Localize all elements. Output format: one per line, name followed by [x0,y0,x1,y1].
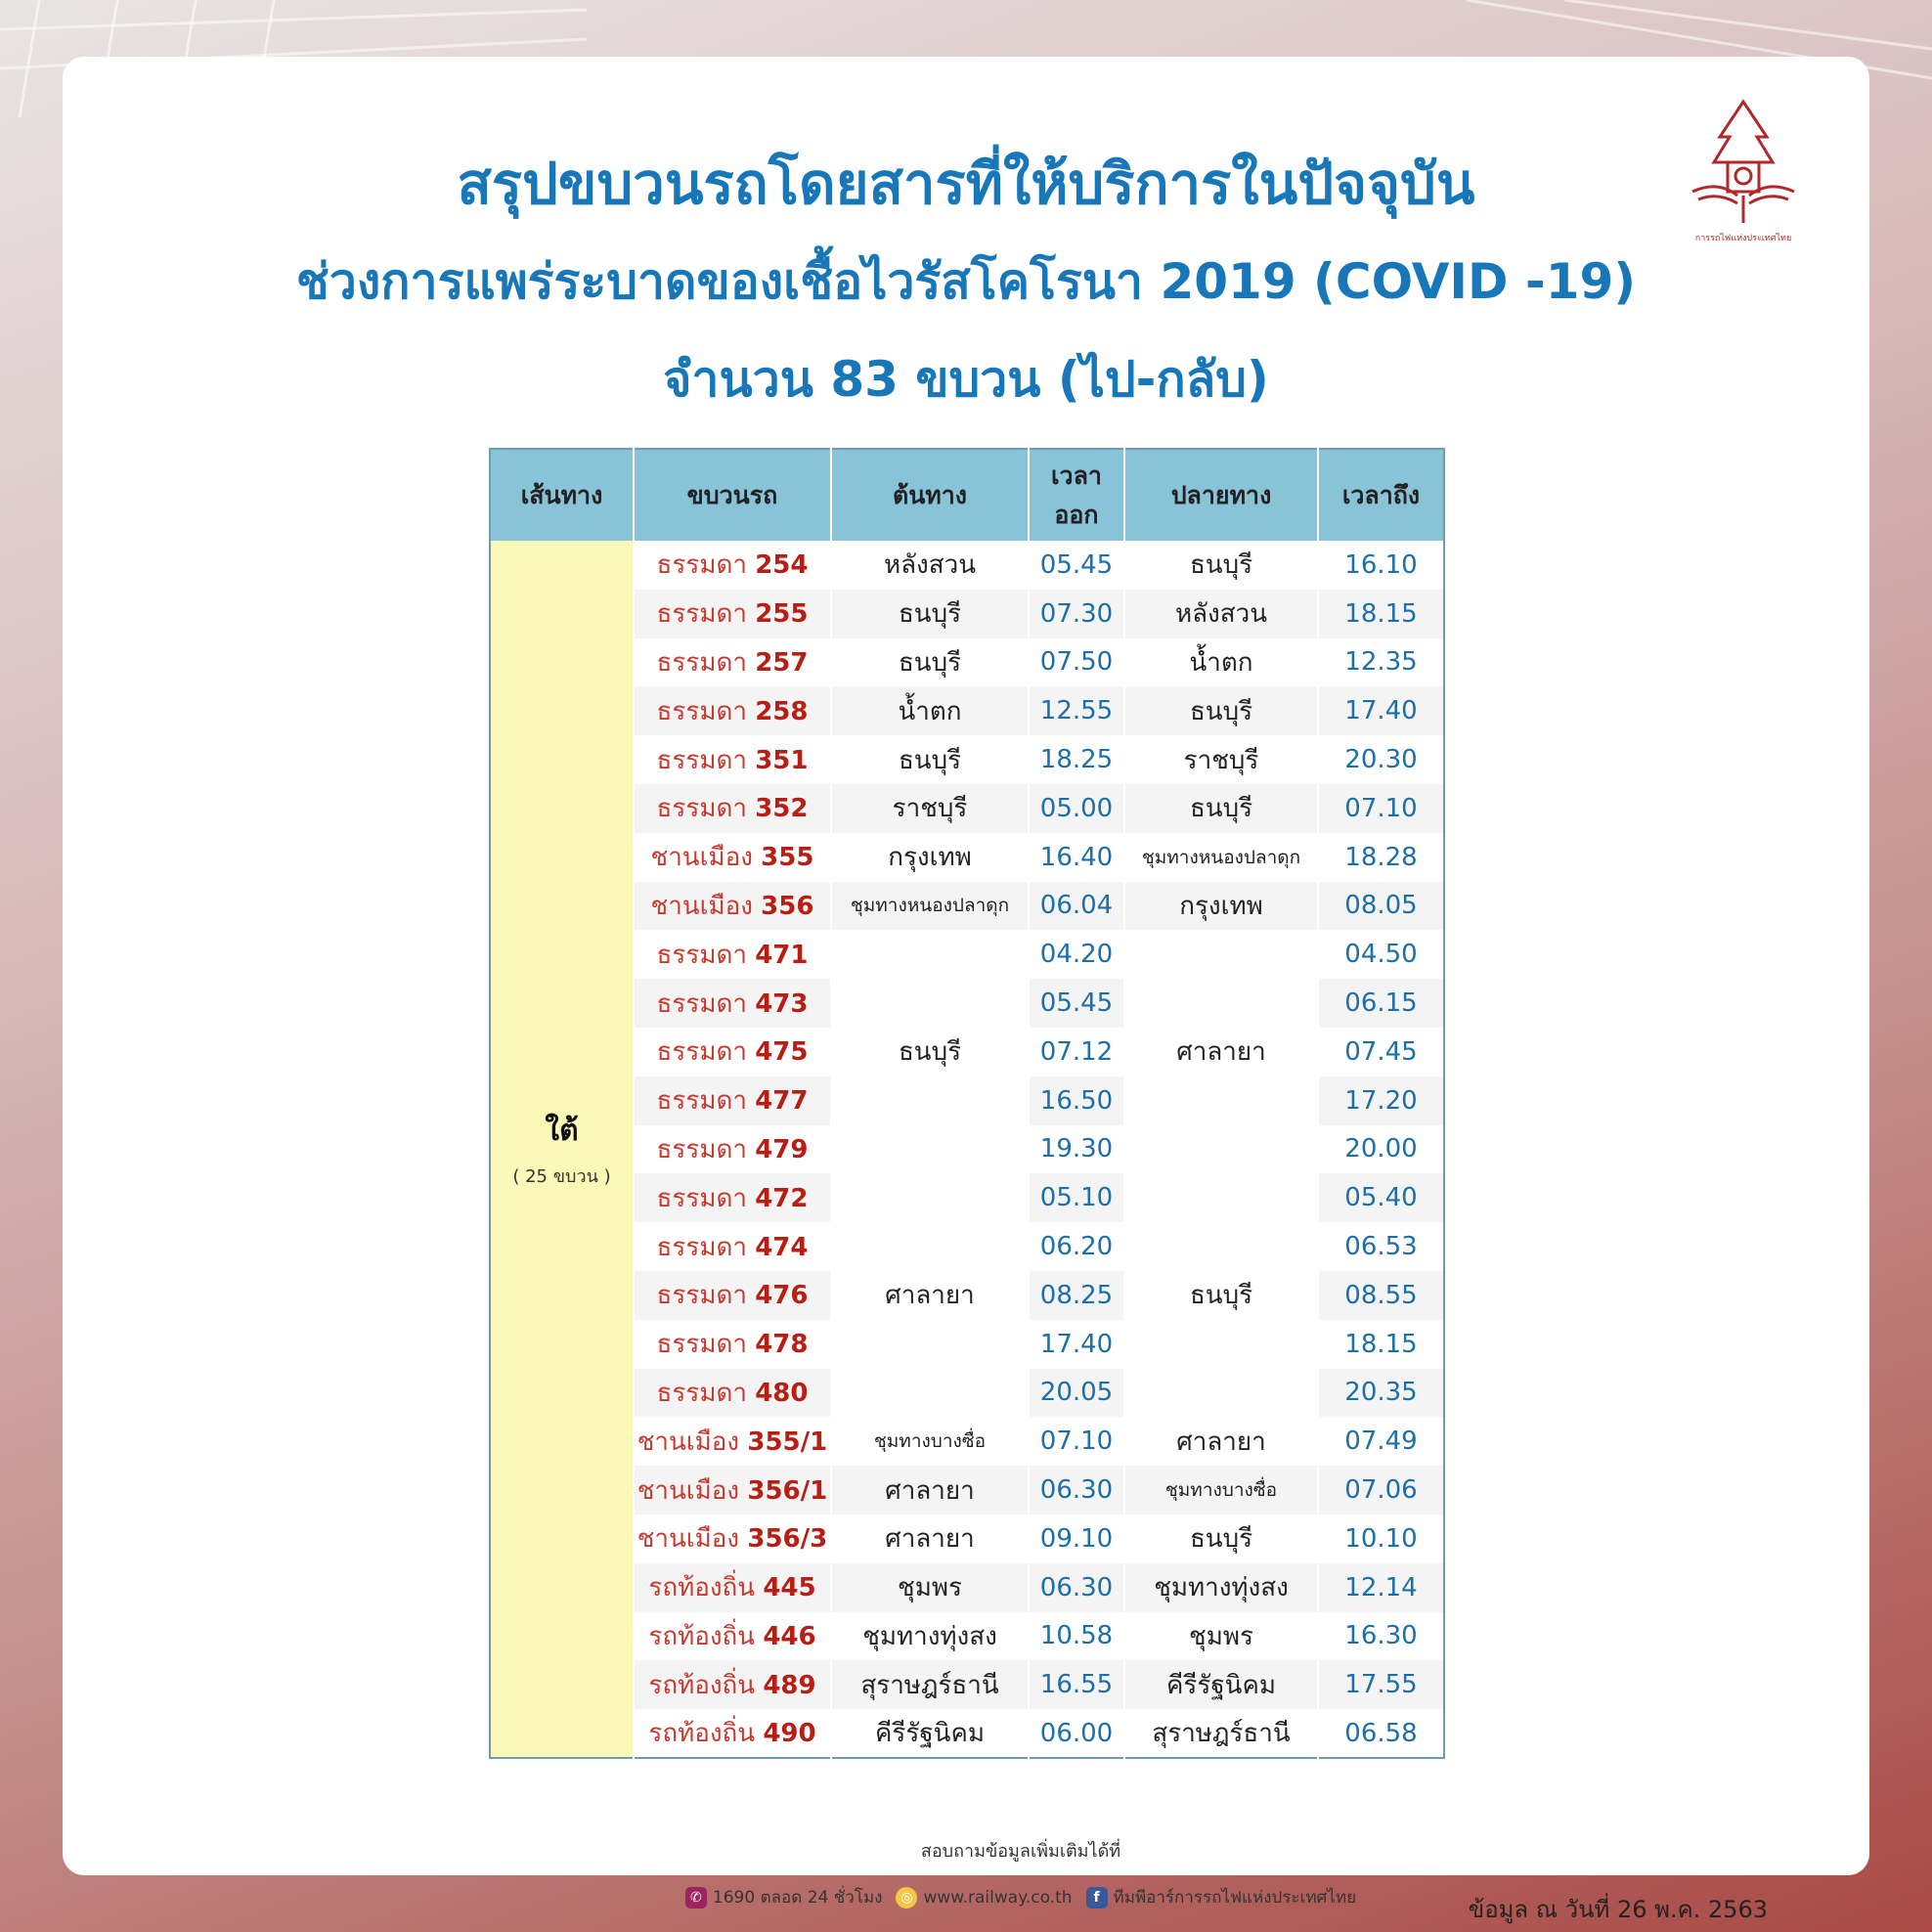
depart-time: 16.50 [1029,1076,1124,1125]
train-cell [634,1369,831,1418]
arrive-time: 20.30 [1318,735,1444,784]
srt-logo-icon [1689,98,1798,244]
train-cell [634,930,831,979]
arrive-time: 05.40 [1318,1173,1444,1222]
destination-cell: คีรีรัฐนิคม [1124,1660,1318,1709]
destination-cell: หลังสวน [1124,590,1318,638]
col-header-depart-line2: ออก [1054,500,1099,529]
train-cell [634,590,831,638]
depart-time: 07.10 [1029,1417,1124,1466]
train-number: 480 [755,1378,809,1408]
table-row [490,1612,1444,1661]
train-number: 475 [755,1037,809,1068]
arrive-time: 06.53 [1318,1222,1444,1271]
origin-cell: ธนบุรี [831,735,1029,784]
origin-cell: ศาลายา [831,1466,1029,1515]
train-cell [634,1320,831,1369]
origin-cell: ธนบุรี [831,930,1029,1173]
destination-cell: ธนบุรี [1124,686,1318,735]
train-cell [634,1515,831,1563]
train-number: 445 [763,1573,816,1603]
train-cell [634,686,831,735]
train-number: 355/1 [747,1427,828,1457]
depart-time: 05.45 [1029,979,1124,1028]
inquiry-text: สอบถามข้อมูลเพิ่มเติมได้ที่ [920,1841,1121,1862]
destination-cell: ชุมทางหนองปลาดุก [1124,833,1318,882]
website-link[interactable]: www.railway.co.th [923,1887,1073,1908]
arrive-time: 18.15 [1318,1320,1444,1369]
train-type: ธรรมดา [656,1086,747,1117]
depart-time: 07.30 [1029,590,1124,638]
train-cell [634,784,831,833]
train-type: ชานเมือง [637,1524,740,1555]
train-number: 489 [763,1670,816,1700]
train-number: 255 [755,599,809,630]
destination-cell: ชุมทางทุ่งสง [1124,1563,1318,1612]
train-number: 355 [761,843,814,873]
train-cell [634,638,831,687]
route-count: ( 25 ขบวน ) [512,1165,611,1187]
train-cell [634,979,831,1028]
depart-time: 06.04 [1029,882,1124,931]
train-cell [634,1466,831,1515]
train-number: 477 [755,1086,809,1117]
train-number: 472 [755,1183,809,1213]
table-row [490,1417,1444,1466]
destination-cell: ธนบุรี [1124,1515,1318,1563]
train-type: ธรรมดา [656,988,747,1019]
contact-footer [649,1836,1392,1910]
depart-time: 18.25 [1029,735,1124,784]
destination-cell: สุราษฎร์ธานี [1124,1709,1318,1758]
train-type: ธรรมดา [656,599,747,630]
arrive-time: 16.30 [1318,1612,1444,1661]
train-number: 356/1 [747,1475,828,1506]
depart-time: 16.55 [1029,1660,1124,1709]
train-number: 479 [755,1134,809,1164]
train-type: ธรรมดา [656,1378,747,1408]
col-header-depart-line1: เวลา [1051,461,1102,490]
destination-cell: ธนบุรี [1124,784,1318,833]
train-cell [634,735,831,784]
train-type: ชานเมือง [637,1427,740,1457]
arrive-time: 06.58 [1318,1709,1444,1758]
depart-time: 06.20 [1029,1222,1124,1271]
depart-time: 06.30 [1029,1563,1124,1612]
train-type: ธรรมดา [656,1183,747,1213]
depart-time: 05.10 [1029,1173,1124,1222]
col-header-route: เส้นทาง [490,449,634,541]
train-number: 478 [755,1330,809,1360]
table-row [490,686,1444,735]
origin-cell: ชุมทางทุ่งสง [831,1612,1029,1661]
table-row [490,541,1444,590]
origin-cell: ธนบุรี [831,590,1029,638]
table-row [490,638,1444,687]
train-type: ธรรมดา [656,647,747,678]
arrive-time: 10.10 [1318,1515,1444,1563]
train-number: 352 [755,794,809,824]
facebook-contact[interactable] [1086,1884,1357,1910]
origin-cell: ชุมพร [831,1563,1029,1612]
train-number: 356 [761,891,814,921]
route-name: ใต้ [545,1113,579,1148]
table-row [490,1515,1444,1563]
train-number: 476 [755,1281,809,1311]
depart-time: 16.40 [1029,833,1124,882]
arrive-time: 20.00 [1318,1125,1444,1174]
train-cell [634,1173,831,1222]
train-cell [634,1612,831,1661]
arrive-time: 16.10 [1318,541,1444,590]
origin-cell: น้ำตก [831,686,1029,735]
depart-time: 05.00 [1029,784,1124,833]
depart-time: 12.55 [1029,686,1124,735]
phone-contact [685,1884,883,1910]
train-type: ธรรมดา [656,1037,747,1068]
destination-cell: ศาลายา [1124,1417,1318,1466]
arrive-time: 17.20 [1318,1076,1444,1125]
train-type: ธรรมดา [656,745,747,775]
train-cell [634,1076,831,1125]
destination-cell: ชุมพร [1124,1612,1318,1661]
train-number: 257 [755,647,809,678]
arrive-time: 18.15 [1318,590,1444,638]
svg-text:การรถไฟแห่งประเทศไทย: การรถไฟแห่งประเทศไทย [1694,234,1792,243]
arrive-time: 18.28 [1318,833,1444,882]
table-row [490,784,1444,833]
train-cell [634,1028,831,1076]
destination-cell: ราชบุรี [1124,735,1318,784]
train-cell [634,1660,831,1709]
train-type: ธรรมดา [656,1281,747,1311]
train-type: ชานเมือง [650,891,753,921]
train-cell [634,1417,831,1466]
train-type: ธรรมดา [656,1134,747,1164]
title-block [63,135,1869,428]
table-row [490,1466,1444,1515]
train-schedule-table [489,448,1443,1759]
origin-cell: คีรีรัฐนิคม [831,1709,1029,1758]
depart-time: 06.30 [1029,1466,1124,1515]
destination-cell: ศาลายา [1124,930,1318,1173]
train-number: 474 [755,1232,809,1262]
route-cell [490,541,634,1758]
table-header-row [490,449,1444,541]
arrive-time: 06.15 [1318,979,1444,1028]
depart-time: 19.30 [1029,1125,1124,1174]
table-row [490,833,1444,882]
arrive-time: 17.40 [1318,686,1444,735]
train-type: ธรรมดา [656,1330,747,1360]
phone-text: 1690 ตลอด 24 ชั่วโมง [712,1888,883,1908]
arrive-time: 12.35 [1318,638,1444,687]
train-number: 258 [755,696,809,726]
train-cell [634,1709,831,1758]
train-type: รถท้องถิ่น [648,1573,756,1603]
origin-cell: สุราษฎร์ธานี [831,1660,1029,1709]
content-card [63,57,1869,1923]
train-type: ธรรมดา [656,940,747,970]
depart-time: 07.50 [1029,638,1124,687]
depart-time: 07.12 [1029,1028,1124,1076]
train-type: ธรรมดา [656,550,747,581]
page-subtitle: ช่วงการแพร่ระบาดของเชื้อไวรัสโคโรนา 2019 (COVID -19) [295,253,1637,310]
table-row [490,1660,1444,1709]
destination-cell: ชุมทางบางซื่อ [1124,1466,1318,1515]
train-number: 446 [763,1621,816,1651]
phone-icon: ✆ [685,1887,707,1909]
train-cell [634,833,831,882]
origin-cell: หลังสวน [831,541,1029,590]
train-type: ธรรมดา [656,794,747,824]
train-type: ธรรมดา [656,1232,747,1262]
facebook-icon: f [1086,1887,1108,1909]
train-type: รถท้องถิ่น [648,1621,756,1651]
table-row [490,735,1444,784]
arrive-time: 08.05 [1318,882,1444,931]
train-type: ธรรมดา [656,696,747,726]
arrive-time: 07.10 [1318,784,1444,833]
train-number: 356/3 [747,1524,828,1555]
train-type: ชานเมือง [637,1475,740,1506]
origin-cell: ศาลายา [831,1515,1029,1563]
table-row [490,1173,1444,1222]
train-type: ชานเมือง [650,843,753,873]
train-cell [634,1563,831,1612]
arrive-time: 17.55 [1318,1660,1444,1709]
col-header-train: ขบวนรถ [634,449,831,541]
arrive-time: 04.50 [1318,930,1444,979]
origin-cell: ชุมทางหนองปลาดุก [831,882,1029,931]
destination-cell: ธนบุรี [1124,541,1318,590]
destination-cell: ธนบุรี [1124,1173,1318,1417]
train-cell [634,1271,831,1320]
depart-time: 17.40 [1029,1320,1124,1369]
table-row [490,882,1444,931]
arrive-time: 07.06 [1318,1466,1444,1515]
data-date: ข้อมูล ณ วันที่ 26 พ.ค. 2563 [1468,1896,1768,1923]
train-cell [634,882,831,931]
col-header-origin: ต้นทาง [831,449,1029,541]
origin-cell: กรุงเทพ [831,833,1029,882]
table-row [490,1563,1444,1612]
origin-cell: ศาลายา [831,1173,1029,1417]
table-row [490,1709,1444,1758]
train-type: รถท้องถิ่น [648,1719,756,1749]
train-cell [634,1222,831,1271]
table-row [490,930,1444,979]
arrive-time: 08.55 [1318,1271,1444,1320]
depart-time: 05.45 [1029,541,1124,590]
train-number: 351 [755,745,809,775]
col-header-arrive: เวลาถึง [1318,449,1444,541]
train-cell [634,541,831,590]
page-title: สรุปขบวนรถโดยสารที่ให้บริการในปัจจุบัน [457,151,1475,217]
depart-time: 08.25 [1029,1271,1124,1320]
col-header-destination: ปลายทาง [1124,449,1318,541]
website-contact[interactable] [896,1887,1072,1909]
destination-cell: น้ำตก [1124,638,1318,687]
arrive-time: 20.35 [1318,1369,1444,1418]
arrive-time: 07.49 [1318,1417,1444,1466]
origin-cell: ราชบุรี [831,784,1029,833]
table-row [490,590,1444,638]
train-type: รถท้องถิ่น [648,1670,756,1700]
train-count-title: จำนวน 83 ขบวน (ไป-กลับ) [663,351,1269,408]
depart-time: 20.05 [1029,1369,1124,1418]
train-number: 490 [763,1719,816,1749]
depart-time: 09.10 [1029,1515,1124,1563]
facebook-link[interactable]: ทีมพีอาร์การรถไฟแห่งประเทศไทย [1113,1888,1357,1908]
train-cell [634,1125,831,1174]
depart-time: 10.58 [1029,1612,1124,1661]
train-number: 473 [755,988,809,1019]
train-number: 471 [755,940,809,970]
depart-time: 04.20 [1029,930,1124,979]
arrive-time: 07.45 [1318,1028,1444,1076]
web-icon: ◎ [896,1887,917,1909]
destination-cell: กรุงเทพ [1124,882,1318,931]
origin-cell: ชุมทางบางซื่อ [831,1417,1029,1466]
col-header-depart [1029,449,1124,541]
origin-cell: ธนบุรี [831,638,1029,687]
train-number: 254 [755,550,809,581]
depart-time: 06.00 [1029,1709,1124,1758]
arrive-time: 12.14 [1318,1563,1444,1612]
